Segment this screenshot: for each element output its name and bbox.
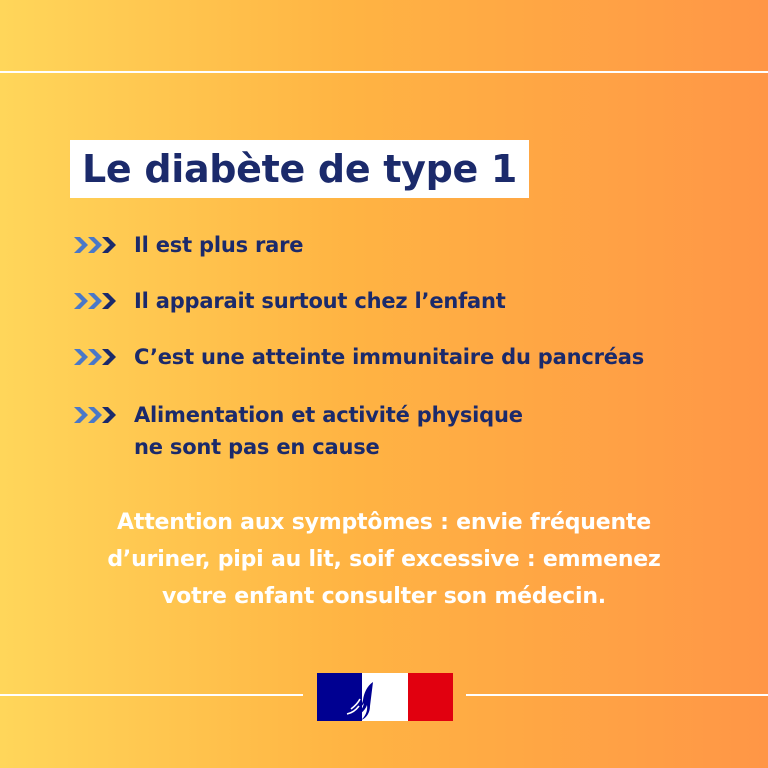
marianne-flag-logo [317,673,453,721]
list-item [72,232,303,264]
triple-chevron-icon [72,291,120,311]
list-item [72,288,506,320]
bullet-text: Il apparait surtout chez l’enfant [134,289,506,313]
bullet-text: Il est plus rare [134,233,304,257]
bullet-text-continued: ne sont pas en cause [134,435,380,459]
bottom-divider-right [466,694,768,696]
top-divider [0,71,768,73]
triple-chevron-icon [72,347,120,367]
title-box [70,140,529,198]
list-item [72,344,644,376]
warning-text [40,504,728,615]
list-item [72,402,523,466]
warning-line: votre enfant consulter son médecin. [162,584,606,609]
triple-chevron-icon [72,235,120,255]
triple-chevron-icon [72,405,120,425]
page-title: Le diabète de type 1 [82,147,518,191]
bullet-text: Alimentation et activité physique [134,403,523,427]
bottom-divider-left [0,694,303,696]
warning-line: d’uriner, pipi au lit, soif excessive : emmenez [107,547,661,572]
warning-line: Attention aux symptômes : envie fréquente [117,510,651,535]
bullet-text: C’est une atteinte immunitaire du pancréas [134,345,645,369]
